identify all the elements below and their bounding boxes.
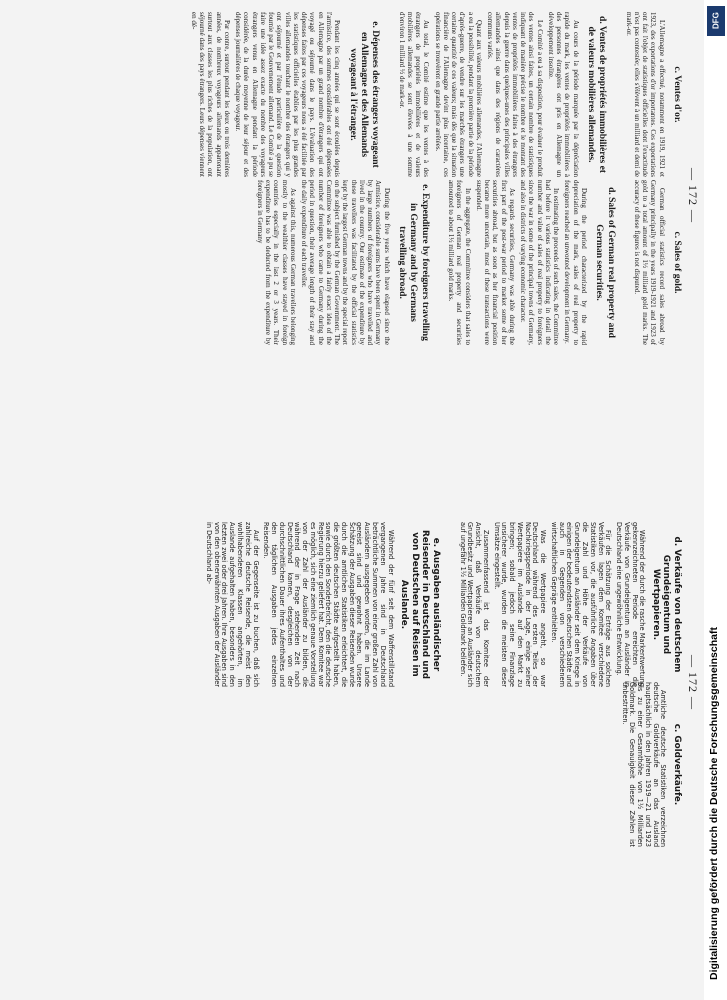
section-heading: c. Goldverkäufe.: [672, 723, 682, 806]
digitization-credit-text: Digitalisierung gefördert durch die Deutsche Forschungsgemeinschaft: [708, 627, 720, 980]
paragraph: As against this, numerous German travellers belonging mostly to the wealthier classes have stayed in foreign countries especially in the last 2 or 3 years. Their expenditure has to be deducted from the expenditure by foreigners in Germany: [255, 180, 297, 345]
section-heading: d. Sales of German real property and German securities.: [594, 187, 616, 338]
paragraph: Während der durch die rasche Markentwertung gekennzeichneten Periode erreichten die Verkäufe von Grundeigentum an Ausländer in Deutschland eine ungewöhnliche Entwicklung.: [615, 522, 647, 687]
paragraph: Par contre, surtout pendant les deux ou trois dernières années, de nombreux voyageurs allemands appartenant surtout aux classes les plus riches de la population, ont séjourné dans des pays étrangers. Leurs dépenses viennent en dé-: [189, 12, 231, 177]
paragraph: Quant aux valeurs mobilières allemandes, l'Allemagne a eu la possibilité, pendant la première partie de la période d'après-guerre, de vendre sur les marchés étrangers une certaine quantité de ces valeurs; mais dès que la situation financière de l'Allemagne devint plus incertaine, ces opérations se trouvèrent en grande partie arrêtées.: [433, 12, 483, 177]
paragraph: Au total, le Comité estime que les ventes à des étrangers de propriétés immobilières et de valeurs mobilières allemandes se sont élevées à une somme d'environ 1 milliard ½ de mark-or.: [397, 12, 431, 177]
paragraph: Was die Wertpapiere angeht, so war Deutschland während des ersten Teiles der Nachkriegsperiode in der Lage, einige seiner Wertpapiere im Auslande auf den Markt zu bringen; sobald jedoch seine Finanzlage unsicherer wurde, wurden die meisten dieser Umsätze eingestellt.: [492, 522, 548, 687]
paragraph: As regards securities, Germany was able during the first part of the post-war period to market some of her securities abroad, but as soon as her financial position became more uncertain, most of these transactions were suspended.: [474, 180, 516, 345]
paragraph: L'Allemagne a effectué, notamment en 1919, 1921 et 1923, des exportations d'or importantes. Ces exportations ont fait l'objet de statistiques officielles dont l'exactitude n'est pas contestée; elles s'élèvent à un milliard et demi de mark-or.: [624, 12, 666, 177]
paragraph: In the aggregate, the Committee considers that sales to foreigners of German real property and securities amounted to about 1½ milliard gold marks.: [447, 180, 472, 345]
paragraph: In estimating the proceeds of such sales, the Committee had before it various statistics indicating in detail the number and value of sales of real property to foreigners since the war in some of the principal towns of Germany, and also in districts of varying economic character.: [519, 180, 561, 345]
section-heading: d. Ventes de propriétés immobilières et de valeurs mobilières allemandes.: [585, 16, 608, 173]
paragraph: Le Comité a eu à sa disposition, pour évaluer le produit des ventes ainsi faites, un certain nombre de statistiques indiquant de manière précise le nombre et le montant des ventes de propriétés immobilières faites à des étrangers depuis la guerre dans quelques-unes des principales villes allemandes ainsi que dans des régions de caractères communs variés.: [486, 12, 544, 177]
paragraph: Pendant les cinq années qui se sont écoulées depuis l'armistice, des sommes considérables ont été dépensées en Allemagne par un grand nombre d'étrangers qui ont voyagé ou séjourné dans le pays. L'évaluation des dépenses faites par ces voyageurs nous a été facilitée par les statistiques officielles établies par les plus grandes villes allemandes touchant le nombre des étrangers qui y ont séjourné et par l'étude particulière de la question fournie par le Gouvernement allemand. Le Comité a pu se faire une idée assez exacte du nombre des voyageurs étrangers venus en Allemagne pendant la période considérée, de la durée moyenne de leur séjour et des dépenses journalières de chaque voyageur.: [234, 12, 342, 177]
column-english: [11, 180, 686, 345]
page-number-left: — 172 —: [686, 168, 700, 223]
column-german: [11, 682, 686, 847]
paragraph: During the period characterized by the rapid depreciation of the mark, sales of real property to foreigners reached an unwonted development in Germany.: [563, 180, 588, 345]
section-heading: e. Ausgaben ausländischer Reisender in Deutschland und von Deutschen auf Reisen im Auslande.: [399, 529, 441, 680]
paragraph: Während der fünf seit dem Waffenstillstand vergangenen Jahre sind in Deutschland beträchtliche Summen von einer großen Zahl von Ausländern ausgegeben worden, die im Lande gereist sind und gewohnt haben. Unsere Schätzung der Ausgaben dieser Reisenden wurde durch die amtlichen Statistiken erleichtert, die die größten deutschen Städte aufgestellt haben, sowie durch den Sonderbericht, den die deutsche Regierung hierzu geliefert hat. Dem Komitee war es möglich, sich eine ziemlich genaue Vorstellung von der Zahl der Ausländer zu bilden, die während der in Frage stehenden Zeit nach Deutschland kamen, desgleichen von der durchschnittlichen Dauer ihres Aufenthaltes und den täglichen Ausgaben jedes einzelnen Reisenden.: [262, 522, 395, 687]
paragraph: During the five years which have elapsed since the Armistice, considerable sums have been spent in Germany by large numbers of foreigners who have travelled and lived in the country. Our estimate of the expenditure by these travellers was facilitated by the official statistics kept by the largest German towns and by the special report on the subject furnished by the German Government. The Committee was able to obtain a fairly exact idea of the number of foreigners who came to Germany during the period in question, their average length of their stay and the daily expenditure of each traveller.: [300, 180, 391, 345]
paragraph: Amtliche deutsche Statistiken verzeichnen deutsche Goldverkäufe an das Ausland hauptsächlich in den Jahren 1919—21 und 1923 bis zu einer Gesamthöhe von 1½ Milliarden Goldmark. Die Genauigkeit dieser Zahlen ist unbestritten.: [620, 682, 668, 847]
column-french-left: [11, 12, 686, 177]
paragraph: Au cours de la période marquée par la dépréciation rapide du mark, les ventes de propriétés immobilières à des personnes étrangères ont pris en Allemagne un développement insolite.: [546, 12, 580, 177]
paragraph: German official statistics record sales abroad by Germany principally in the years 1919-1921 and 1923 of gold to a total amount of 1½ milliard gold marks. The accuracy of these figures is not disputed.: [632, 180, 666, 345]
paragraph: Zusammenfassend ist das Komitee der Ansicht, daß Verkäufe von deutschem Grundbesitz und Wertpapieren an Ausländer sich auf ungefähr 1½ Milliarden Goldmark beliefen.: [458, 522, 490, 687]
section-heading: c. Ventes d'or.: [672, 66, 682, 123]
section-heading: e. Expenditure by foreigners travelling in Germany and by Germans travelling abroad.: [397, 184, 430, 341]
paragraph: Auf der Gegenseite ist zu buchen, daß sich zahlreiche deutsche Reisende, die meist den wohlhabenderen Klassen angehörten, im Auslande aufgehalten haben, besonders in den letzten zwei oder drei Jahren. Ihre Ausgaben sind von den obenerwähnten Ausgaben der Ausländer in Deutschland ab-: [204, 522, 260, 687]
section-heading: e. Dépenses des étrangers voyageant en Allemagne et des Allemands voyageant à l'étranger.: [347, 21, 381, 168]
column-german-continued: [11, 522, 686, 687]
section-heading: c. Sales of gold.: [672, 231, 682, 294]
dfg-logo-icon: DFG: [707, 6, 725, 36]
page-number-right: — 172 —: [686, 655, 700, 710]
paragraph: Für die Schätzung der Erträge aus solchen Verkäufen lagen dem Komitee verschiedene Statistiken vor, die ausführliche Angaben über die Zahl und Höhe der Verkäufe von Grundeigentum an Ausländer seit dem Kriege in einigen der bedeutendsten deutschen Städte und auch in Gegenden von verschiedenem wirtschaftlichen Gepräge enthielten.: [549, 522, 613, 687]
section-heading: d. Verkäufe von deutschem Grundeigentum und Wertpapieren.: [650, 536, 682, 673]
